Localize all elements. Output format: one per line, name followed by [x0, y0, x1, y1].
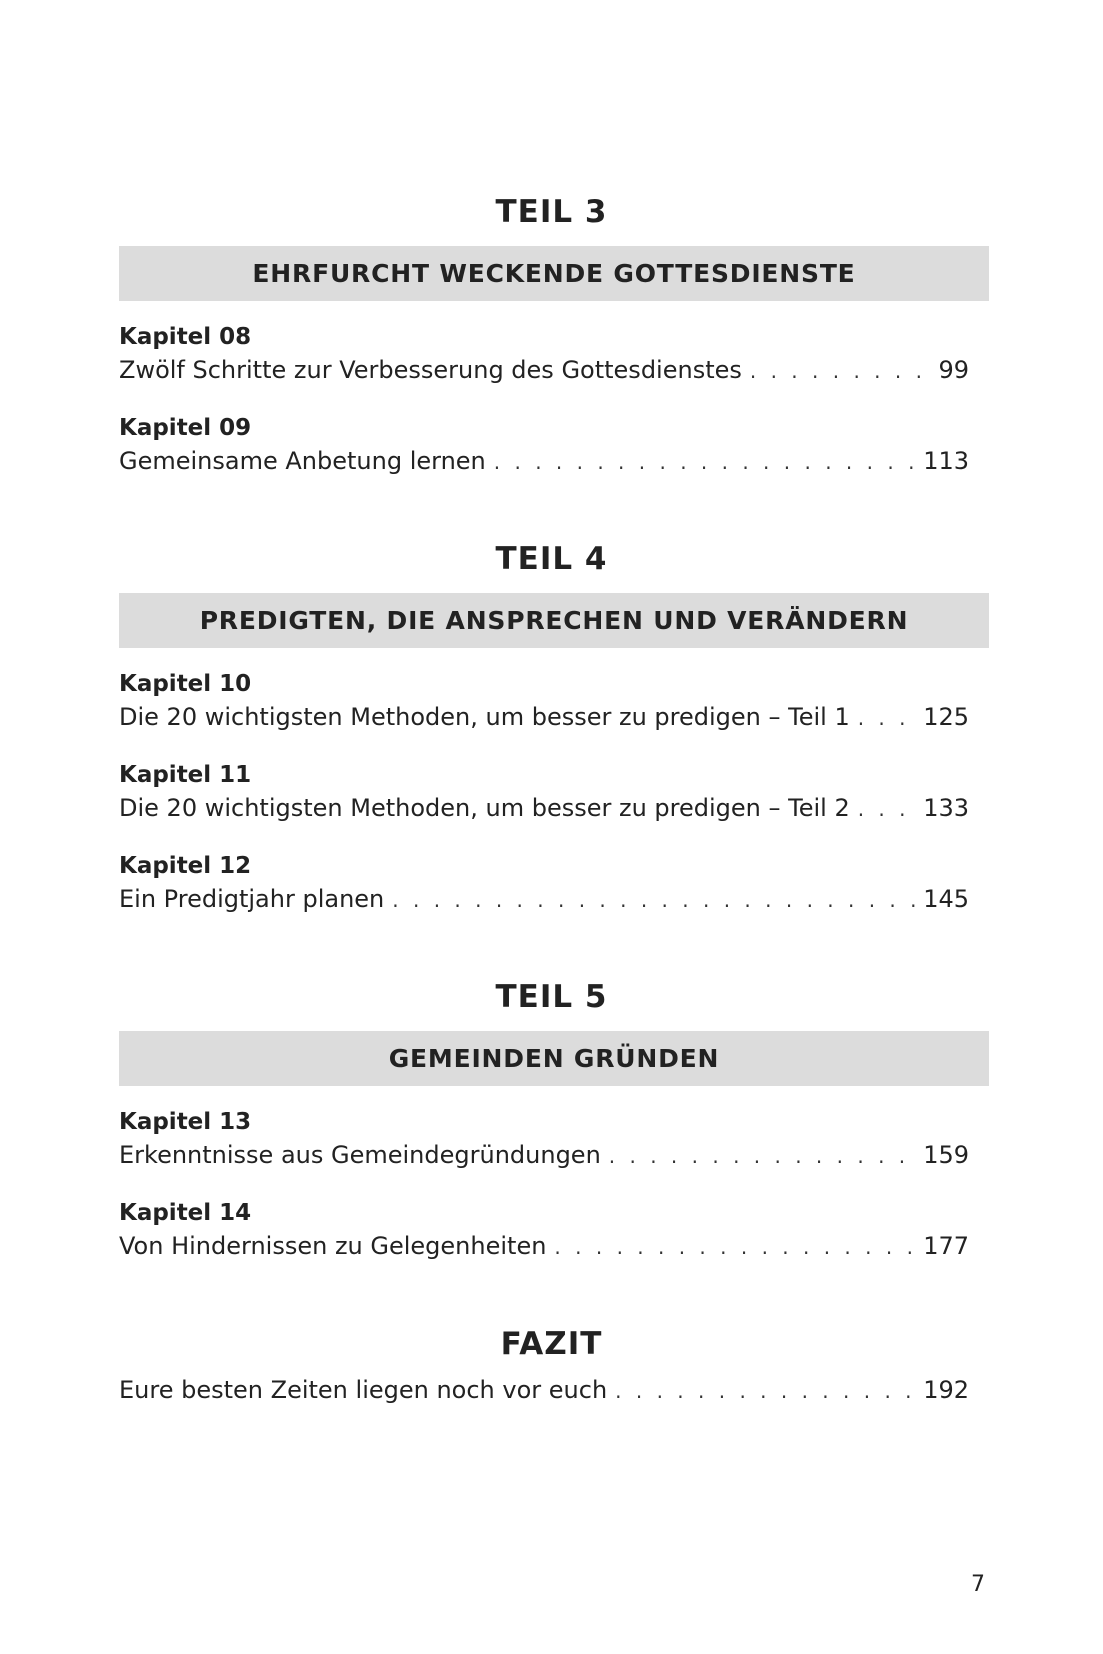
toc-entry-kapitel-11[interactable]	[119, 759, 969, 825]
chapter-page-number: 177	[923, 1232, 969, 1260]
conclusion-title: FAZIT	[500, 1326, 603, 1362]
chapter-page-number: 192	[923, 1376, 969, 1404]
part-4-banner	[119, 593, 989, 648]
part-3-title: TEIL 3	[495, 194, 608, 230]
toc-entry-kapitel-14[interactable]	[119, 1197, 969, 1263]
part-4-title: TEIL 4	[495, 541, 608, 577]
chapter-label: Kapitel 08	[119, 324, 252, 350]
toc-line	[119, 791, 969, 825]
toc-entry-kapitel-08[interactable]	[119, 321, 969, 387]
toc-entry-kapitel-12[interactable]	[119, 850, 969, 916]
chapter-title: Erkenntnisse aus Gemeindegründungen	[119, 1141, 601, 1169]
chapter-title: Von Hindernissen zu Gelegenheiten	[119, 1232, 547, 1260]
toc-line	[119, 882, 969, 916]
part-5-banner	[119, 1031, 989, 1086]
chapter-page-number: 159	[923, 1141, 969, 1169]
toc-line	[119, 353, 969, 387]
dot-leader	[392, 883, 915, 916]
chapter-title: Die 20 wichtigsten Methoden, um besser zu predigen – Teil 1	[119, 703, 850, 731]
chapter-label: Kapitel 10	[119, 671, 252, 697]
chapter-label: Kapitel 11	[119, 762, 252, 788]
toc-entry-kapitel-13[interactable]	[119, 1106, 969, 1172]
chapter-label: Kapitel 13	[119, 1109, 252, 1135]
toc-line	[119, 1373, 969, 1407]
toc-line	[119, 700, 969, 734]
chapter-title: Zwölf Schritte zur Verbesserung des Gottesdienstes	[119, 356, 742, 384]
part-5-banner-text: GEMEINDEN GRÜNDEN	[388, 1044, 720, 1073]
dot-leader	[494, 445, 915, 478]
chapter-label: Kapitel 09	[119, 415, 252, 441]
dot-leader	[615, 1374, 915, 1407]
chapter-page-number: 125	[923, 703, 969, 731]
chapter-page-number: 145	[923, 885, 969, 913]
toc-line	[119, 1138, 969, 1172]
chapter-page-number: 99	[938, 356, 969, 384]
part-3-banner-text: EHRFURCHT WECKENDE GOTTESDIENSTE	[252, 259, 856, 288]
chapter-title: Die 20 wichtigsten Methoden, um besser zu predigen – Teil 2	[119, 794, 850, 822]
part-5-title: TEIL 5	[495, 979, 608, 1015]
chapter-title: Eure besten Zeiten liegen noch vor euch	[119, 1376, 608, 1404]
toc-entry-kapitel-09[interactable]	[119, 412, 969, 478]
chapter-label: Kapitel 12	[119, 853, 252, 879]
chapter-page-number: 113	[923, 447, 969, 475]
toc-line	[119, 444, 969, 478]
chapter-title: Gemeinsame Anbetung lernen	[119, 447, 486, 475]
toc-entry-kapitel-10[interactable]	[119, 668, 969, 734]
dot-leader	[750, 354, 931, 387]
part-3-banner	[119, 246, 989, 301]
chapter-page-number: 133	[923, 794, 969, 822]
part-4-banner-text: PREDIGTEN, DIE ANSPRECHEN UND VERÄNDERN	[199, 606, 909, 635]
dot-leader	[858, 701, 915, 734]
chapter-label: Kapitel 14	[119, 1200, 252, 1226]
page-number: 7	[971, 1572, 985, 1597]
dot-leader	[554, 1230, 915, 1263]
chapter-title: Ein Predigtjahr planen	[119, 885, 385, 913]
toc-line	[119, 1229, 969, 1263]
toc-entry-fazit[interactable]	[119, 1373, 969, 1407]
dot-leader	[609, 1139, 915, 1172]
dot-leader	[858, 792, 915, 825]
